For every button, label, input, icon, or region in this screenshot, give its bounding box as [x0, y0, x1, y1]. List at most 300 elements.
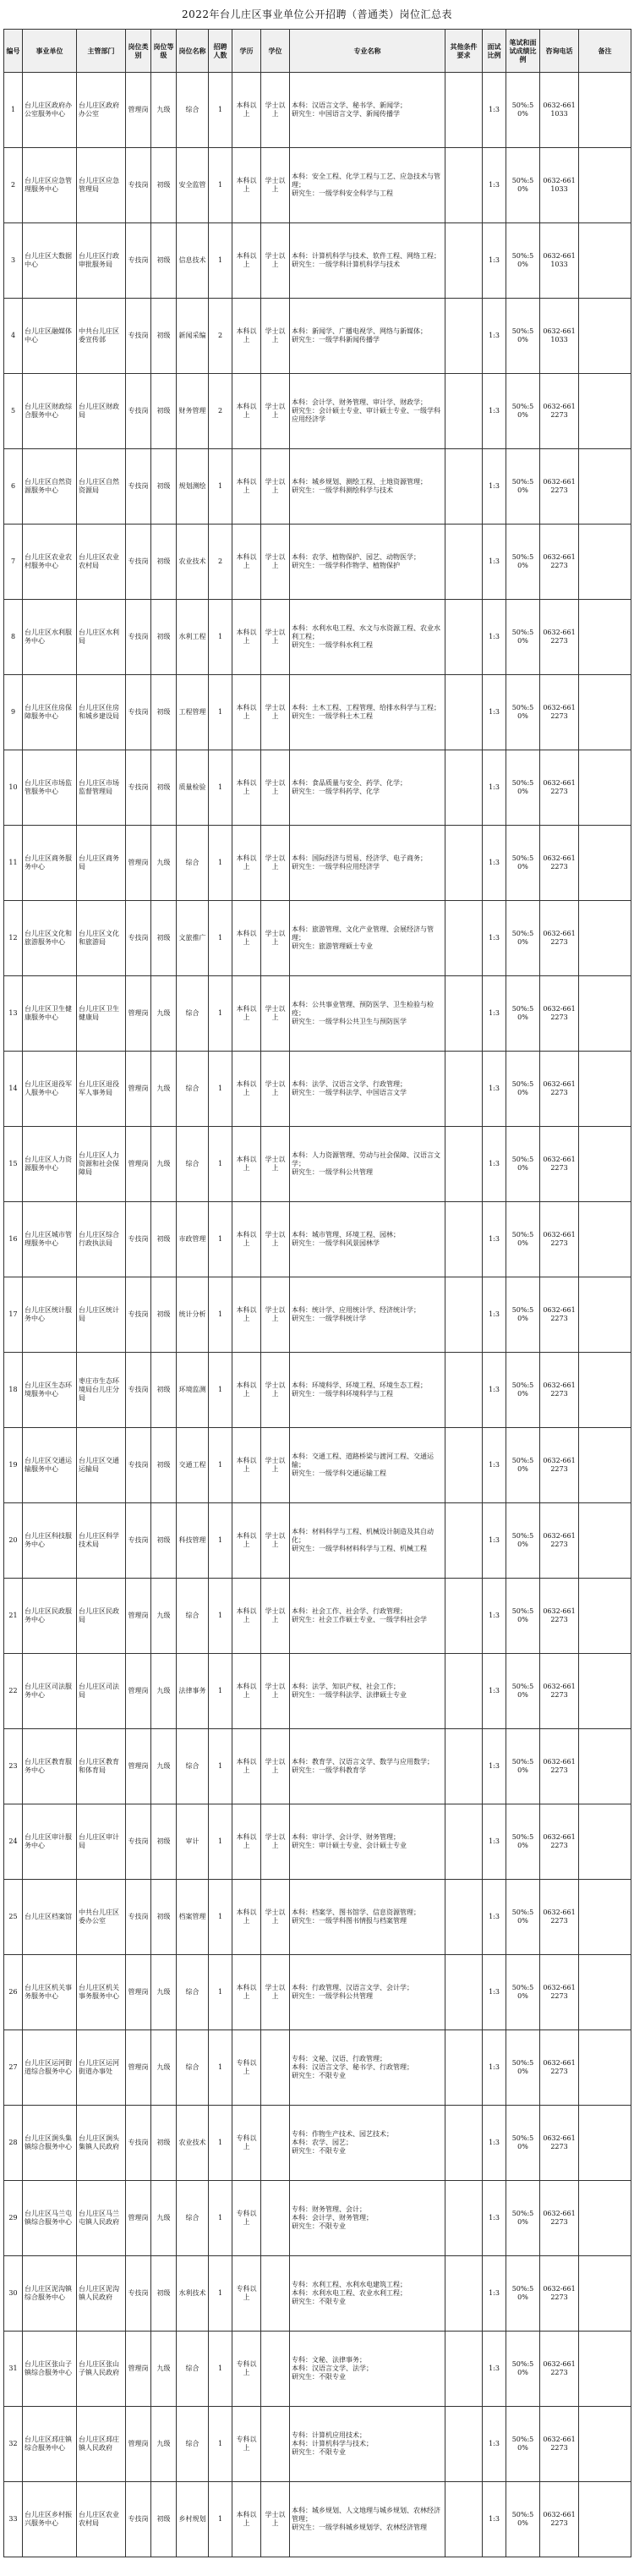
table-row: [4, 299, 631, 374]
cell-score: 50%:50%: [506, 2332, 540, 2407]
cell-num: 1: [209, 1579, 232, 1654]
table-row: [4, 2482, 631, 2557]
cell-unit: 台儿庄区马兰屯镇综合服务中心: [23, 2181, 77, 2256]
cell-note: [579, 826, 631, 901]
cell-type: 专技岗: [126, 525, 151, 600]
cell-level: 初级: [151, 1503, 177, 1579]
cell-post: 综合: [177, 2407, 209, 2482]
cell-phone: 0632-6612273: [540, 2482, 579, 2557]
cell-dept: 台儿庄区司法局: [77, 1654, 126, 1729]
header-other: 其他条件要求: [445, 30, 483, 73]
cell-other: [445, 374, 483, 449]
cell-no: 2: [4, 148, 23, 223]
cell-dept: 中共台儿庄区委宣传部: [77, 299, 126, 374]
cell-post: 综合: [177, 1127, 209, 1202]
cell-no: 5: [4, 374, 23, 449]
cell-num: 1: [209, 2030, 232, 2106]
cell-score: 50%:50%: [506, 2482, 540, 2557]
cell-dept: 台儿庄区农业农村局: [77, 2482, 126, 2557]
cell-num: 1: [209, 2106, 232, 2181]
cell-edu: 本科以上: [232, 600, 261, 675]
cell-edu: 本科以上: [232, 223, 261, 299]
cell-note: [579, 449, 631, 525]
cell-level: 初级: [151, 299, 177, 374]
cell-no: 24: [4, 1804, 23, 1880]
cell-note: [579, 1654, 631, 1729]
cell-post: 综合: [177, 2030, 209, 2106]
cell-dept: 台儿庄区交通运输局: [77, 1428, 126, 1503]
cell-level: 九级: [151, 2181, 177, 2256]
table-row: [4, 2332, 631, 2407]
table-row: [4, 1503, 631, 1579]
cell-ratio: 1:3: [483, 2030, 506, 2106]
cell-unit: 台儿庄区应急管理服务中心: [23, 148, 77, 223]
cell-type: 专技岗: [126, 600, 151, 675]
cell-unit: 台儿庄区张山子镇综合服务中心: [23, 2332, 77, 2407]
cell-other: [445, 73, 483, 148]
cell-post: 新闻采编: [177, 299, 209, 374]
cell-deg: 学士以上: [261, 750, 290, 826]
cell-type: 专技岗: [126, 1428, 151, 1503]
cell-unit: 台儿庄区大数据中心: [23, 223, 77, 299]
cell-unit: 台儿庄区生态环境服务中心: [23, 1353, 77, 1428]
cell-level: 初级: [151, 1428, 177, 1503]
cell-post: 综合: [177, 826, 209, 901]
cell-other: [445, 449, 483, 525]
cell-num: 1: [209, 73, 232, 148]
cell-note: [579, 2181, 631, 2256]
cell-edu: 专科以上: [232, 2030, 261, 2106]
cell-edu: 本科以上: [232, 1353, 261, 1428]
cell-deg: 学士以上: [261, 1127, 290, 1202]
cell-phone: 0632-6612273: [540, 2106, 579, 2181]
cell-dept: 台儿庄区邳庄镇人民政府: [77, 2407, 126, 2482]
cell-dept: 台儿庄区市场监督管理局: [77, 750, 126, 826]
cell-edu: 本科以上: [232, 1428, 261, 1503]
cell-dept: 台儿庄区文化和旅游局: [77, 901, 126, 976]
cell-edu: 专科以上: [232, 2407, 261, 2482]
cell-no: 27: [4, 2030, 23, 2106]
cell-score: 50%:50%: [506, 2106, 540, 2181]
cell-unit: 台儿庄区邳庄镇综合服务中心: [23, 2407, 77, 2482]
cell-ratio: 1:3: [483, 976, 506, 1052]
cell-deg: 学士以上: [261, 600, 290, 675]
cell-deg: 学士以上: [261, 525, 290, 600]
cell-unit: 台儿庄区水利服务中心: [23, 600, 77, 675]
cell-num: 1: [209, 2407, 232, 2482]
cell-other: [445, 2482, 483, 2557]
page-title: 2022年台儿庄区事业单位公开招聘（普通类）岗位汇总表: [181, 8, 453, 20]
cell-level: 九级: [151, 2030, 177, 2106]
cell-no: 8: [4, 600, 23, 675]
cell-note: [579, 1804, 631, 1880]
cell-ratio: 1:3: [483, 1277, 506, 1353]
table-row: [4, 826, 631, 901]
cell-unit: 台儿庄区农业农村服务中心: [23, 525, 77, 600]
cell-score: 50%:50%: [506, 1955, 540, 2030]
cell-level: 初级: [151, 148, 177, 223]
cell-dept: 台儿庄区农业农村局: [77, 525, 126, 600]
cell-major: 本科：计算机科学与技术、软件工程、网络工程； 研究生：一级学科计算机科学与技术: [290, 223, 445, 299]
cell-dept: 台儿庄区退役军人事务局: [77, 1052, 126, 1127]
cell-other: [445, 2181, 483, 2256]
cell-num: 1: [209, 976, 232, 1052]
cell-dept: 台儿庄区财政局: [77, 374, 126, 449]
cell-score: 50%:50%: [506, 223, 540, 299]
cell-major: 本科：人力资源管理、劳动与社会保障、汉语言文学； 研究生：一级学科公共管理: [290, 1127, 445, 1202]
cell-major: 本科：城乡规划、测绘工程、土地资源管理； 研究生：一级学科测绘科学与技术: [290, 449, 445, 525]
cell-post: 档案管理: [177, 1880, 209, 1955]
cell-phone: 0632-6611033: [540, 223, 579, 299]
cell-post: 综合: [177, 1955, 209, 2030]
cell-num: 1: [209, 1353, 232, 1428]
cell-score: 50%:50%: [506, 2030, 540, 2106]
cell-num: 1: [209, 1880, 232, 1955]
header-score: 笔试和面试成绩比例: [506, 30, 540, 73]
cell-phone: 0632-6612273: [540, 374, 579, 449]
cell-edu: 本科以上: [232, 73, 261, 148]
cell-ratio: 1:3: [483, 525, 506, 600]
cell-other: [445, 2106, 483, 2181]
cell-phone: 0632-6612273: [540, 976, 579, 1052]
cell-type: 管理岗: [126, 2332, 151, 2407]
cell-note: [579, 2106, 631, 2181]
cell-type: 管理岗: [126, 2181, 151, 2256]
cell-deg: [261, 2407, 290, 2482]
cell-type: 专技岗: [126, 374, 151, 449]
cell-other: [445, 148, 483, 223]
cell-post: 质量检验: [177, 750, 209, 826]
cell-edu: 本科以上: [232, 901, 261, 976]
cell-unit: 台儿庄区乡村振兴服务中心: [23, 2482, 77, 2557]
cell-phone: 0632-6612273: [540, 1729, 579, 1804]
cell-level: 初级: [151, 901, 177, 976]
cell-unit: 台儿庄区文化和旅游服务中心: [23, 901, 77, 976]
cell-note: [579, 750, 631, 826]
cell-phone: 0632-6612273: [540, 1955, 579, 2030]
cell-type: 管理岗: [126, 976, 151, 1052]
cell-type: 管理岗: [126, 73, 151, 148]
cell-deg: 学士以上: [261, 299, 290, 374]
cell-no: 33: [4, 2482, 23, 2557]
header-num: 招聘人数: [209, 30, 232, 73]
cell-major: 本科：水利水电工程、水文与水资源工程、农业水利工程； 研究生：一级学科水利工程: [290, 600, 445, 675]
cell-post: 工程管理: [177, 675, 209, 750]
cell-type: 管理岗: [126, 1052, 151, 1127]
cell-score: 50%:50%: [506, 1654, 540, 1729]
cell-edu: 本科以上: [232, 1202, 261, 1277]
cell-num: 1: [209, 1503, 232, 1579]
cell-level: 初级: [151, 2482, 177, 2557]
cell-num: 1: [209, 750, 232, 826]
cell-num: 1: [209, 1955, 232, 2030]
table-row: [4, 976, 631, 1052]
cell-major: 本科：会计学、财务管理、审计学、财政学； 研究生：会计硕士专业、审计硕士专业、一级学科应用经济学: [290, 374, 445, 449]
cell-ratio: 1:3: [483, 600, 506, 675]
cell-note: [579, 2030, 631, 2106]
cell-unit: 台儿庄区司法服务中心: [23, 1654, 77, 1729]
cell-phone: 0632-6612273: [540, 1880, 579, 1955]
cell-score: 50%:50%: [506, 1127, 540, 1202]
cell-post: 信息技术: [177, 223, 209, 299]
cell-post: 综合: [177, 1052, 209, 1127]
cell-no: 4: [4, 299, 23, 374]
header-deg: 学位: [261, 30, 290, 73]
cell-deg: 学士以上: [261, 449, 290, 525]
cell-post: 安全监管: [177, 148, 209, 223]
table-row: [4, 1277, 631, 1353]
cell-phone: 0632-6612273: [540, 1353, 579, 1428]
cell-dept: 台儿庄区马兰屯镇人民政府: [77, 2181, 126, 2256]
cell-score: 50%:50%: [506, 73, 540, 148]
cell-other: [445, 1579, 483, 1654]
cell-ratio: 1:3: [483, 2181, 506, 2256]
cell-ratio: 1:3: [483, 1804, 506, 1880]
cell-unit: 台儿庄区运河街道综合服务中心: [23, 2030, 77, 2106]
table-row: [4, 1127, 631, 1202]
cell-unit: 台儿庄区教育服务中心: [23, 1729, 77, 1804]
cell-no: 16: [4, 1202, 23, 1277]
cell-note: [579, 1428, 631, 1503]
cell-num: 1: [209, 675, 232, 750]
cell-type: 专技岗: [126, 901, 151, 976]
cell-dept: 台儿庄区张山子镇人民政府: [77, 2332, 126, 2407]
cell-other: [445, 2332, 483, 2407]
cell-edu: 本科以上: [232, 525, 261, 600]
cell-level: 初级: [151, 750, 177, 826]
cell-note: [579, 901, 631, 976]
cell-ratio: 1:3: [483, 2106, 506, 2181]
cell-dept: 台儿庄区政府办公室: [77, 73, 126, 148]
cell-type: 管理岗: [126, 2407, 151, 2482]
cell-major: 本科：档案学、图书馆学、信息资源管理； 研究生：一级学科图书情报与档案管理: [290, 1880, 445, 1955]
cell-deg: 学士以上: [261, 1579, 290, 1654]
table-row: [4, 2030, 631, 2106]
cell-type: 专技岗: [126, 223, 151, 299]
cell-deg: 学士以上: [261, 1277, 290, 1353]
cell-ratio: 1:3: [483, 1127, 506, 1202]
cell-ratio: 1:3: [483, 1052, 506, 1127]
cell-ratio: 1:3: [483, 2256, 506, 2332]
cell-edu: 本科以上: [232, 1955, 261, 2030]
cell-num: 1: [209, 1127, 232, 1202]
header-unit: 事业单位: [23, 30, 77, 73]
cell-note: [579, 1955, 631, 2030]
cell-score: 50%:50%: [506, 901, 540, 976]
header-ratio: 面试比例: [483, 30, 506, 73]
cell-major: 本科：城乡规划、人文地理与城乡规划、农林经济管理； 研究生：一级学科城乡规划学、农林经济管理: [290, 2482, 445, 2557]
cell-phone: 0632-6611033: [540, 148, 579, 223]
cell-post: 法律事务: [177, 1654, 209, 1729]
cell-post: 市政管理: [177, 1202, 209, 1277]
cell-deg: 学士以上: [261, 826, 290, 901]
cell-num: 1: [209, 2332, 232, 2407]
cell-type: 专技岗: [126, 1880, 151, 1955]
cell-major: 本科：国际经济与贸易、经济学、电子商务； 研究生：一级学科应用经济学: [290, 826, 445, 901]
cell-note: [579, 675, 631, 750]
cell-score: 50%:50%: [506, 2407, 540, 2482]
cell-deg: [261, 2256, 290, 2332]
cell-ratio: 1:3: [483, 2482, 506, 2557]
cell-phone: 0632-6612273: [540, 826, 579, 901]
cell-num: 1: [209, 223, 232, 299]
cell-ratio: 1:3: [483, 1353, 506, 1428]
cell-deg: 学士以上: [261, 1052, 290, 1127]
cell-level: 九级: [151, 1052, 177, 1127]
cell-deg: 学士以上: [261, 1804, 290, 1880]
cell-major: 本科：环境科学、环境工程、环境生态工程； 研究生：一级学科环境科学与工程: [290, 1353, 445, 1428]
cell-deg: 学士以上: [261, 675, 290, 750]
cell-level: 初级: [151, 2256, 177, 2332]
cell-unit: 台儿庄区商务服务中心: [23, 826, 77, 901]
table-row: [4, 374, 631, 449]
cell-major: 本科：交通工程、道路桥梁与渡河工程、交通运输； 研究生：一级学科交通运输工程: [290, 1428, 445, 1503]
cell-deg: 学士以上: [261, 976, 290, 1052]
cell-type: 专技岗: [126, 750, 151, 826]
cell-major: 专科：文秘、汉语、行政管理； 本科：汉语言文学、秘书学、行政管理； 研究生：不限专业: [290, 2030, 445, 2106]
cell-score: 50%:50%: [506, 1277, 540, 1353]
header-dept: 主管部门: [77, 30, 126, 73]
cell-edu: 本科以上: [232, 1804, 261, 1880]
cell-no: 3: [4, 223, 23, 299]
cell-dept: 台儿庄区卫生健康局: [77, 976, 126, 1052]
cell-major: 本科：行政管理、汉语言文学、会计学； 研究生：一级学科公共管理: [290, 1955, 445, 2030]
cell-num: 1: [209, 901, 232, 976]
cell-phone: 0632-6612273: [540, 2332, 579, 2407]
cell-ratio: 1:3: [483, 675, 506, 750]
table-row: [4, 1880, 631, 1955]
cell-post: 综合: [177, 73, 209, 148]
cell-edu: 专科以上: [232, 2256, 261, 2332]
cell-other: [445, 1654, 483, 1729]
cell-score: 50%:50%: [506, 2256, 540, 2332]
cell-deg: [261, 2106, 290, 2181]
cell-score: 50%:50%: [506, 1052, 540, 1127]
table-row: [4, 1654, 631, 1729]
cell-phone: 0632-6612273: [540, 1277, 579, 1353]
cell-no: 31: [4, 2332, 23, 2407]
table-row: [4, 2256, 631, 2332]
cell-major: 本科：法学、汉语言文学、行政管理； 研究生：一级学科法学、中国语言文学: [290, 1052, 445, 1127]
cell-level: 初级: [151, 1880, 177, 1955]
cell-post: 综合: [177, 2181, 209, 2256]
cell-ratio: 1:3: [483, 374, 506, 449]
cell-note: [579, 1277, 631, 1353]
cell-unit: 台儿庄区机关事务服务中心: [23, 1955, 77, 2030]
cell-unit: 台儿庄区财政综合服务中心: [23, 374, 77, 449]
cell-major: 本科：旅游管理、文化产业管理、会展经济与管理； 研究生：旅游管理硕士专业: [290, 901, 445, 976]
cell-edu: 本科以上: [232, 1052, 261, 1127]
cell-note: [579, 2407, 631, 2482]
cell-level: 九级: [151, 1579, 177, 1654]
cell-other: [445, 600, 483, 675]
cell-level: 九级: [151, 976, 177, 1052]
cell-dept: 台儿庄区教育和体育局: [77, 1729, 126, 1804]
cell-edu: 本科以上: [232, 148, 261, 223]
cell-other: [445, 1202, 483, 1277]
cell-phone: 0632-6612273: [540, 2256, 579, 2332]
cell-phone: 0632-6612273: [540, 1503, 579, 1579]
cell-phone: 0632-6612273: [540, 2181, 579, 2256]
cell-major: 本科：社会工作、社会学、行政管理； 研究生：社会工作硕士专业、一级学科社会学: [290, 1579, 445, 1654]
cell-no: 15: [4, 1127, 23, 1202]
cell-dept: 台儿庄区科学技术局: [77, 1503, 126, 1579]
cell-phone: 0632-6612273: [540, 449, 579, 525]
cell-type: 专技岗: [126, 1503, 151, 1579]
header-post: 岗位名称: [177, 30, 209, 73]
cell-other: [445, 1127, 483, 1202]
cell-num: 1: [209, 1654, 232, 1729]
cell-unit: 台儿庄区民政服务中心: [23, 1579, 77, 1654]
cell-level: 九级: [151, 1654, 177, 1729]
cell-note: [579, 2482, 631, 2557]
cell-edu: 专科以上: [232, 2106, 261, 2181]
cell-phone: 0632-6612273: [540, 525, 579, 600]
cell-phone: 0632-6612273: [540, 1579, 579, 1654]
cell-no: 22: [4, 1654, 23, 1729]
cell-unit: 台儿庄区统计服务中心: [23, 1277, 77, 1353]
table-row: [4, 2181, 631, 2256]
cell-major: 专科：水利工程、水利水电建筑工程； 本科：水利水电工程、农业水利工程； 研究生：不限专业: [290, 2256, 445, 2332]
cell-post: 财务管理: [177, 374, 209, 449]
cell-major: 专科：文秘、法律事务； 本科：汉语言文学、法学； 研究生：不限专业: [290, 2332, 445, 2407]
cell-unit: 台儿庄区交通运输服务中心: [23, 1428, 77, 1503]
cell-ratio: 1:3: [483, 223, 506, 299]
cell-type: 专技岗: [126, 2482, 151, 2557]
cell-no: 21: [4, 1579, 23, 1654]
cell-phone: 0632-6612273: [540, 2030, 579, 2106]
cell-no: 1: [4, 73, 23, 148]
cell-score: 50%:50%: [506, 976, 540, 1052]
cell-note: [579, 148, 631, 223]
cell-dept: 中共台儿庄区委办公室: [77, 1880, 126, 1955]
cell-deg: [261, 2181, 290, 2256]
cell-other: [445, 675, 483, 750]
cell-type: 专技岗: [126, 2106, 151, 2181]
cell-deg: 学士以上: [261, 73, 290, 148]
header-type: 岗位类别: [126, 30, 151, 73]
cell-no: 29: [4, 2181, 23, 2256]
cell-unit: 台儿庄区档案馆: [23, 1880, 77, 1955]
cell-note: [579, 1127, 631, 1202]
cell-post: 文旅推广: [177, 901, 209, 976]
cell-major: 本科：法学、知识产权、社会工作； 研究生：一级学科法学、法律硕士专业: [290, 1654, 445, 1729]
cell-major: 本科：审计学、会计学、财务管理； 研究生：审计硕士专业、会计硕士专业: [290, 1804, 445, 1880]
cell-dept: 台儿庄区民政局: [77, 1579, 126, 1654]
cell-num: 1: [209, 2256, 232, 2332]
cell-ratio: 1:3: [483, 1729, 506, 1804]
cell-edu: 本科以上: [232, 449, 261, 525]
cell-other: [445, 1729, 483, 1804]
cell-type: 专技岗: [126, 449, 151, 525]
cell-dept: 台儿庄区综合行政执法局: [77, 1202, 126, 1277]
cell-note: [579, 1579, 631, 1654]
table-row: [4, 901, 631, 976]
cell-dept: 台儿庄区泥沟镇人民政府: [77, 2256, 126, 2332]
cell-note: [579, 2256, 631, 2332]
cell-unit: 台儿庄区市场监管服务中心: [23, 750, 77, 826]
cell-dept: 台儿庄区运河街道办事处: [77, 2030, 126, 2106]
cell-phone: 0632-6612273: [540, 901, 579, 976]
cell-other: [445, 1277, 483, 1353]
cell-post: 农业技术: [177, 2106, 209, 2181]
cell-phone: 0632-6611033: [540, 73, 579, 148]
cell-dept: 台儿庄区住房和城乡建设局: [77, 675, 126, 750]
cell-post: 综合: [177, 1579, 209, 1654]
cell-level: 初级: [151, 1353, 177, 1428]
cell-no: 30: [4, 2256, 23, 2332]
cell-other: [445, 976, 483, 1052]
